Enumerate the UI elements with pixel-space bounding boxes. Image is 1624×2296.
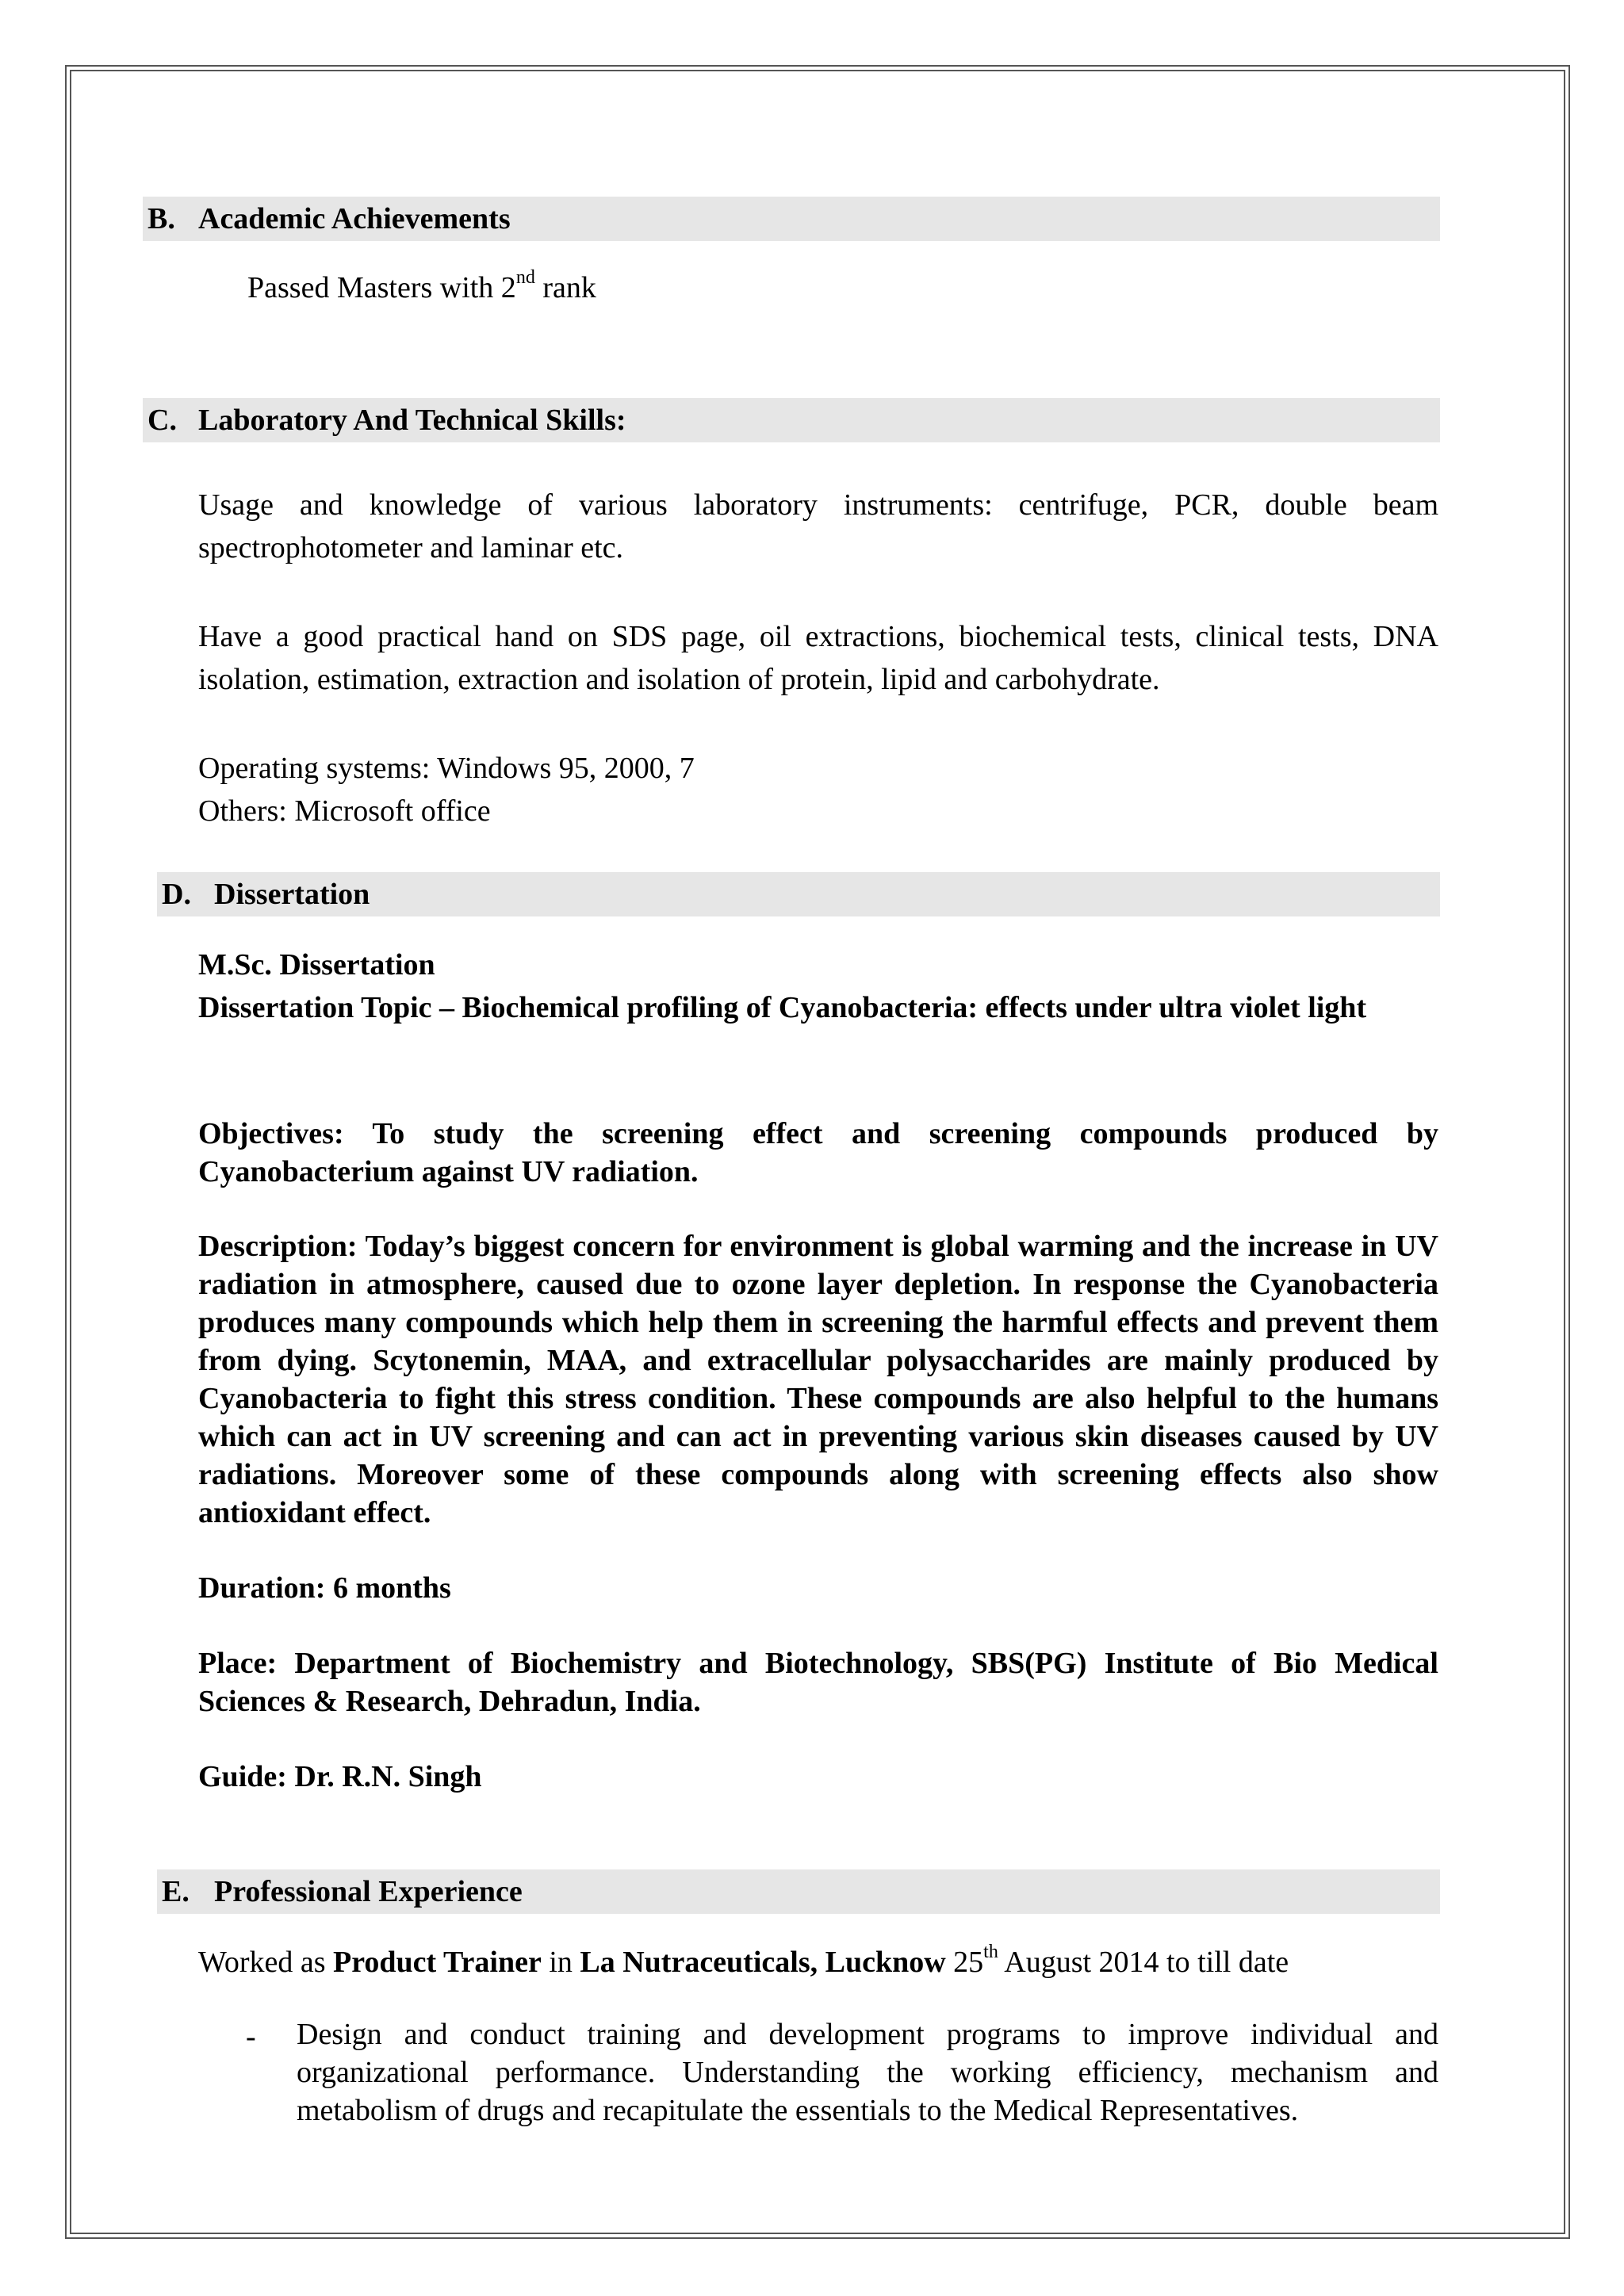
dissertation-subtitle: M.Sc. Dissertation (198, 948, 435, 982)
lab-operating-systems: Operating systems: Windows 95, 2000, 7 (198, 752, 695, 785)
experience-role: Product Trainer (333, 1946, 542, 1979)
section-letter-academic: B. (147, 202, 175, 235)
dissertation-description: Description: Today’s biggest concern for environment is global warming and the increase in UV radiation in atmosphere, caused due to ozone layer depletion. In response the Cyanobacteria produces many compounds which help them in screening the harmful effects and prevent them from dying. Scytonemin, MAA, and extracellular polysaccharides are mainly produced by Cyanobacteria to fight this stress condition. These compounds are also helpful to the humans which can act in UV screening and can act in preventing various skin diseases caused by UV radiations. Moreover some of these compounds along with screening effects also show antioxidant effect. (198, 1230, 1438, 1529)
dissertation-topic: Dissertation Topic – Biochemical profiling of Cyanobacteria: effects under ultra violet light (198, 991, 1367, 1024)
section-title-experience: Professional Experience (214, 1875, 523, 1908)
lab-others: Others: Microsoft office (198, 794, 491, 828)
experience-summary-line: Worked as Product Trainer in La Nutraceuticals, Lucknow 25th August 2014 to till date (198, 1942, 1289, 1979)
lab-practical-paragraph: Have a good practical hand on SDS page, oil extractions, biochemical tests, clinical tests, DNA isolation, estimation, extraction and isolation of protein, lipid and carbohydrate. (198, 620, 1438, 696)
academic-achievement-text: Passed Masters with 2nd rank (247, 267, 596, 304)
section-letter-dissertation: D. (162, 878, 191, 911)
dissertation-place: Place: Department of Biochemistry and Biotechnology, SBS(PG) Institute of Bio Medical Sciences & Research, Dehradun, India. (198, 1647, 1438, 1718)
section-title-dissertation: Dissertation (214, 878, 370, 911)
experience-bullet-text: Design and conduct training and development programs to improve individual and organizational performance. Understanding the working efficiency, mechanism and metabolism of drugs and recapitulate the essentials to the Medical Representatives. (297, 2018, 1438, 2127)
section-title-academic: Academic Achievements (198, 202, 511, 235)
experience-bullet-marker: - (246, 2020, 256, 2053)
section-letter-experience: E. (162, 1875, 190, 1908)
lab-instruments-paragraph: Usage and knowledge of various laboratory instruments: centrifuge, PCR, double beam spectrophotometer and laminar etc. (198, 488, 1438, 564)
experience-company: La Nutraceuticals, Lucknow (580, 1946, 946, 1979)
section-letter-lab: C. (147, 404, 177, 437)
dissertation-duration: Duration: 6 months (198, 1571, 451, 1605)
section-title-lab: Laboratory And Technical Skills: (198, 404, 626, 437)
dissertation-guide: Guide: Dr. R.N. Singh (198, 1760, 482, 1793)
dissertation-objectives: Objectives: To study the screening effect and screening compounds produced by Cyanobacterium against UV radiation. (198, 1117, 1438, 1188)
